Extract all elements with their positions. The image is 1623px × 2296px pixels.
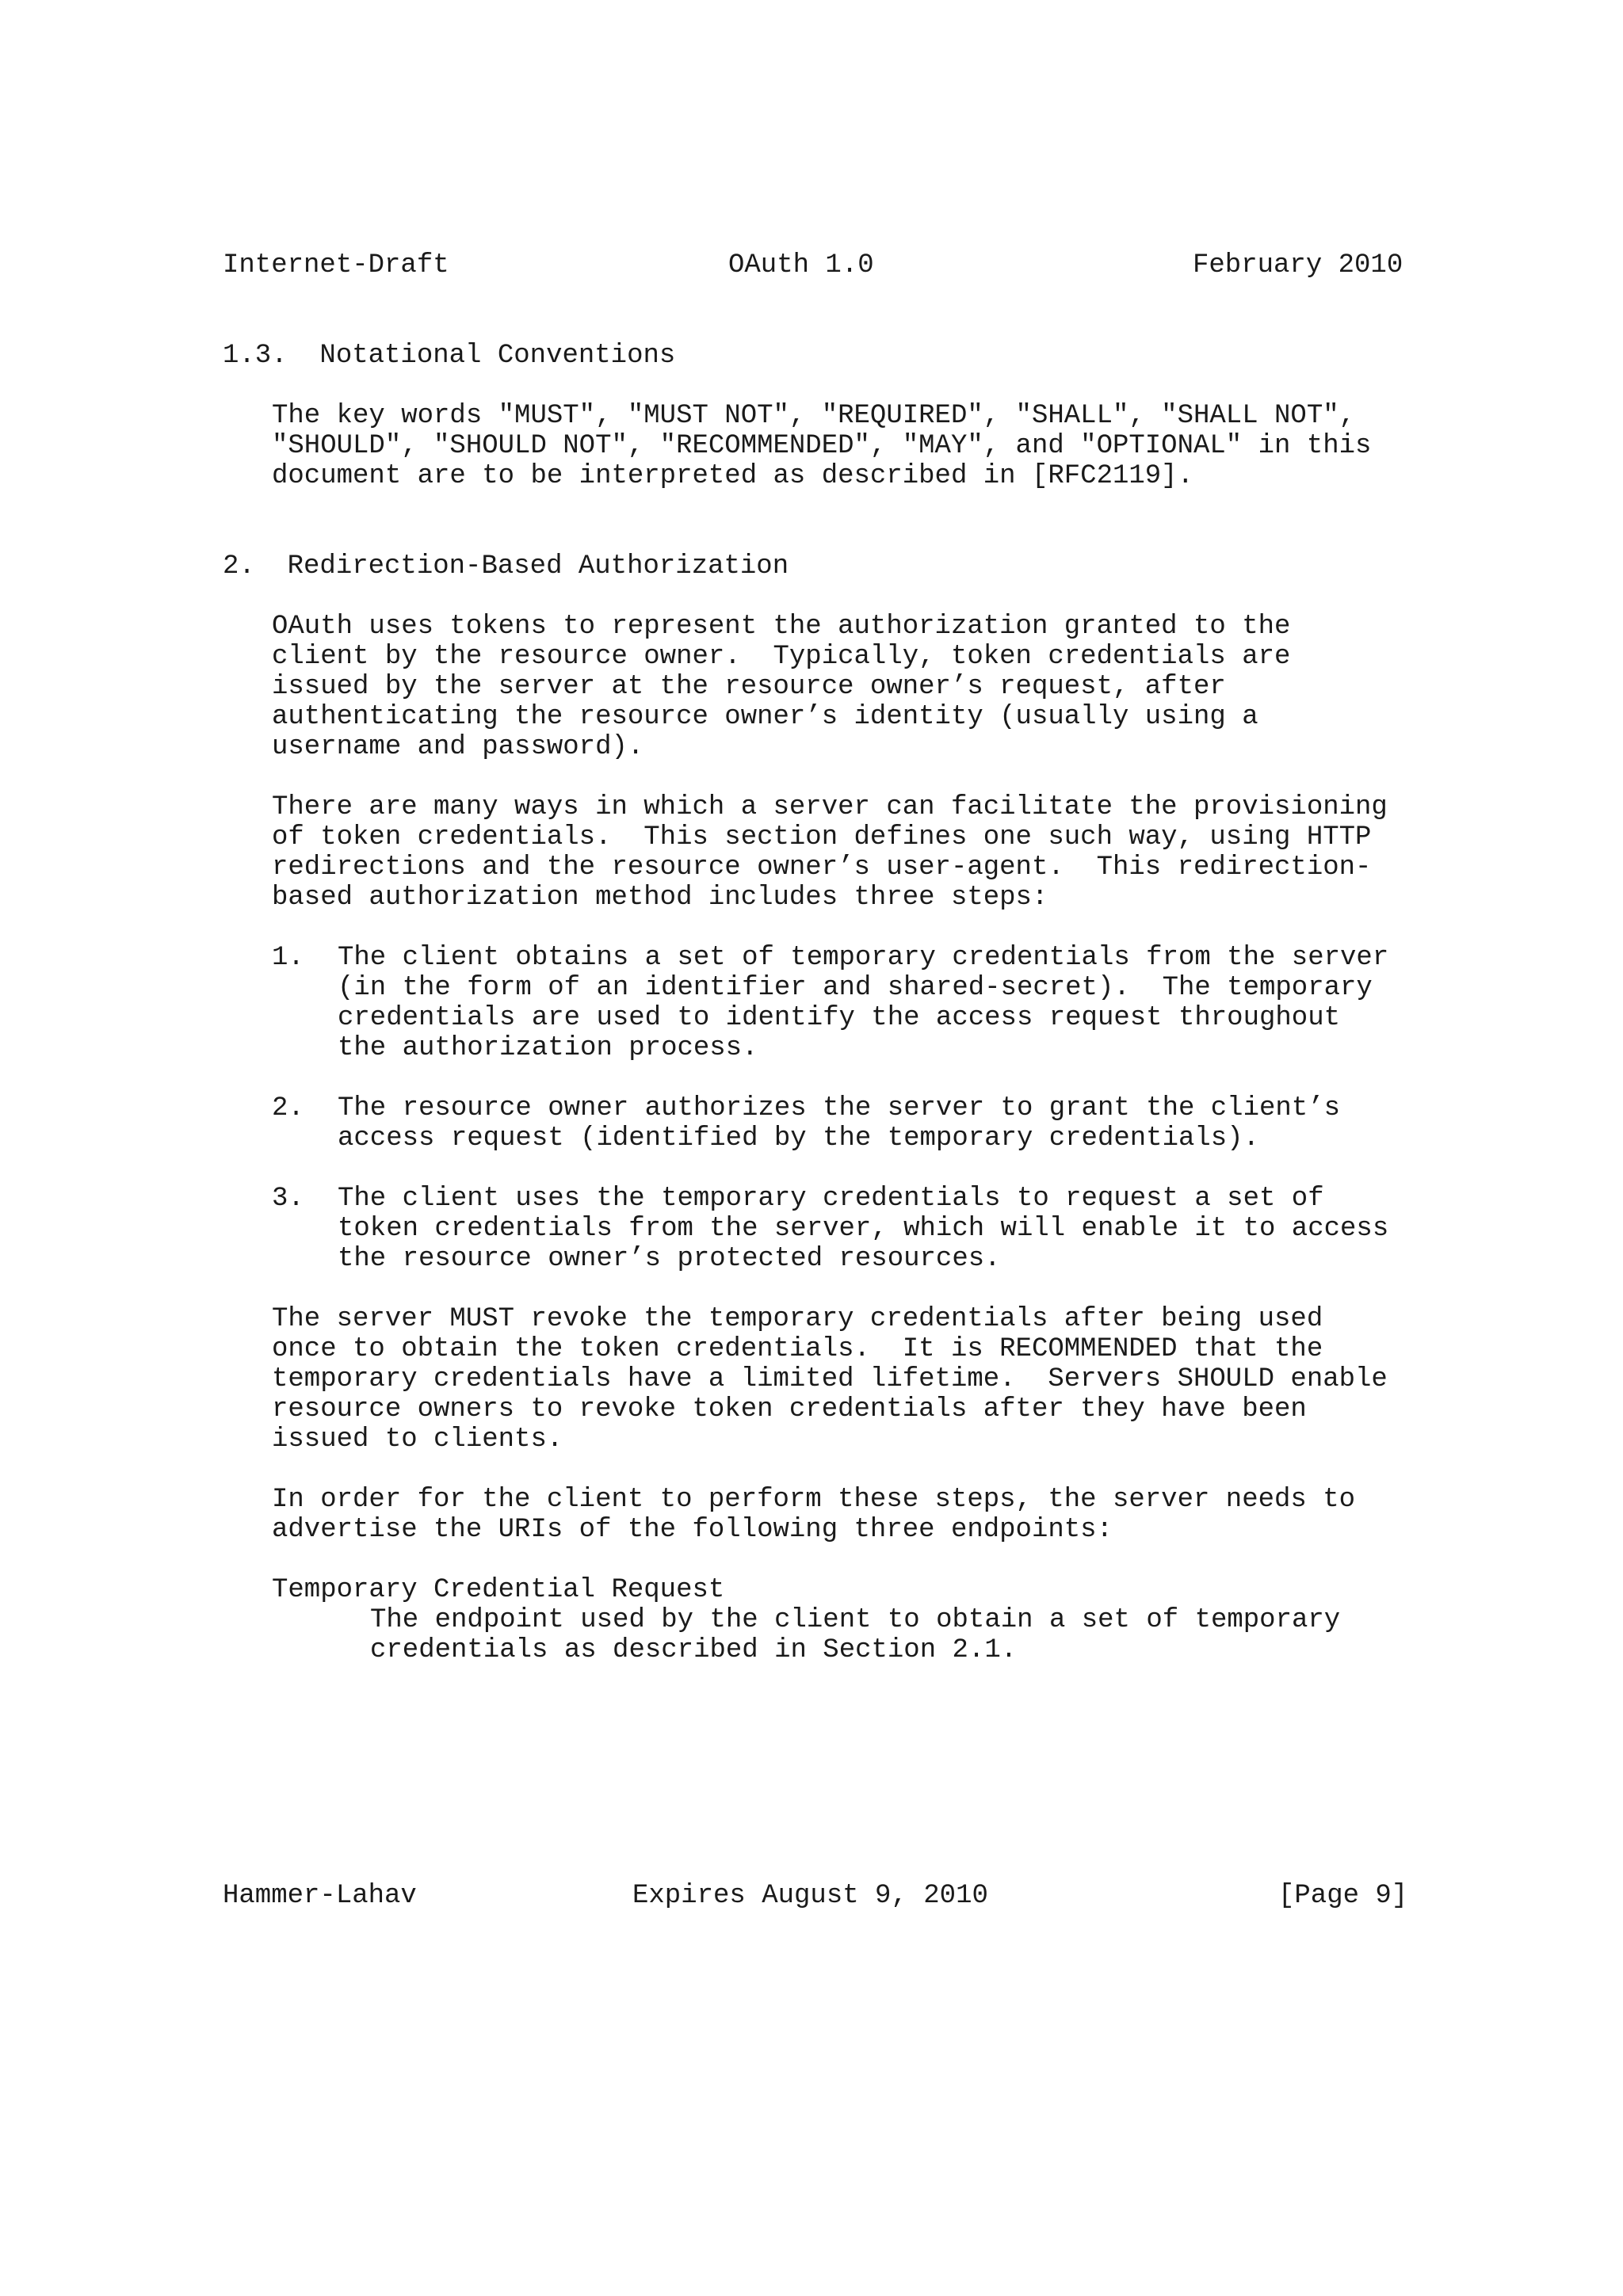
header-left: Internet-Draft [223, 250, 449, 280]
paragraph-line: redirections and the resource owner’s user-agent. This redirection- [272, 852, 1372, 883]
paragraph-line: temporary credentials have a limited lifetime. Servers SHOULD enable [272, 1364, 1388, 1394]
step-line: The resource owner authorizes the server to grant the client’s [338, 1093, 1341, 1123]
paragraph-line: once to obtain the token credentials. It is RECOMMENDED that the [272, 1334, 1323, 1364]
paragraph-line: of token credentials. This section defines one such way, using HTTP [272, 822, 1372, 852]
section-heading-2: 2. Redirection-Based Authorization [223, 551, 789, 582]
paragraph-line: In order for the client to perform these steps, the server needs to [272, 1485, 1356, 1515]
step-line: The client uses the temporary credentials to request a set of [338, 1184, 1324, 1214]
header-center: OAuth 1.0 [728, 250, 874, 280]
step-line: the authorization process. [338, 1033, 758, 1063]
paragraph-line: authenticating the resource owner’s identity (usually using a [272, 702, 1258, 732]
section-heading-1-3: 1.3. Notational Conventions [223, 341, 676, 371]
footer-right: [Page 9] [1278, 1881, 1408, 1911]
paragraph-line: based authorization method includes three steps: [272, 883, 1048, 913]
header-right: February 2010 [1193, 250, 1403, 280]
paragraph-line: "SHOULD", "SHOULD NOT", "RECOMMENDED", "MAY", and "OPTIONAL" in this [272, 431, 1372, 461]
paragraph-line: OAuth uses tokens to represent the authorization granted to the [272, 612, 1291, 642]
paragraph-line: document are to be interpreted as described in [RFC2119]. [272, 461, 1193, 491]
step-number: 3. [272, 1184, 304, 1214]
step-line: the resource owner’s protected resources. [338, 1244, 1001, 1274]
step-number: 2. [272, 1093, 304, 1123]
paragraph-line: resource owners to revoke token credentials after they have been [272, 1394, 1307, 1425]
step-line: The client obtains a set of temporary credentials from the server [338, 943, 1389, 973]
step-number: 1. [272, 943, 304, 973]
paragraph-line: The key words "MUST", "MUST NOT", "REQUIRED", "SHALL", "SHALL NOT", [272, 401, 1356, 431]
definition-line: credentials as described in Section 2.1. [370, 1635, 1018, 1665]
step-line: token credentials from the server, which will enable it to access [338, 1214, 1389, 1244]
step-line: access request (identified by the temporary credentials). [338, 1123, 1259, 1154]
step-line: credentials are used to identify the access request throughout [338, 1003, 1341, 1033]
paragraph-line: There are many ways in which a server can facilitate the provisioning [272, 792, 1388, 822]
definition-line: The endpoint used by the client to obtain a set of temporary [370, 1605, 1341, 1635]
definition-term: Temporary Credential Request [272, 1575, 725, 1605]
paragraph-line: The server MUST revoke the temporary credentials after being used [272, 1304, 1323, 1334]
paragraph-line: client by the resource owner. Typically, token credentials are [272, 642, 1291, 672]
paragraph-line: issued to clients. [272, 1425, 563, 1455]
paragraph-line: issued by the server at the resource owner’s request, after [272, 672, 1226, 702]
paragraph-line: advertise the URIs of the following three endpoints: [272, 1515, 1113, 1545]
footer-left: Hammer-Lahav [223, 1881, 417, 1911]
footer-center: Expires August 9, 2010 [632, 1881, 988, 1911]
step-line: (in the form of an identifier and shared-secret). The temporary [338, 973, 1373, 1003]
paragraph-line: username and password). [272, 732, 644, 762]
